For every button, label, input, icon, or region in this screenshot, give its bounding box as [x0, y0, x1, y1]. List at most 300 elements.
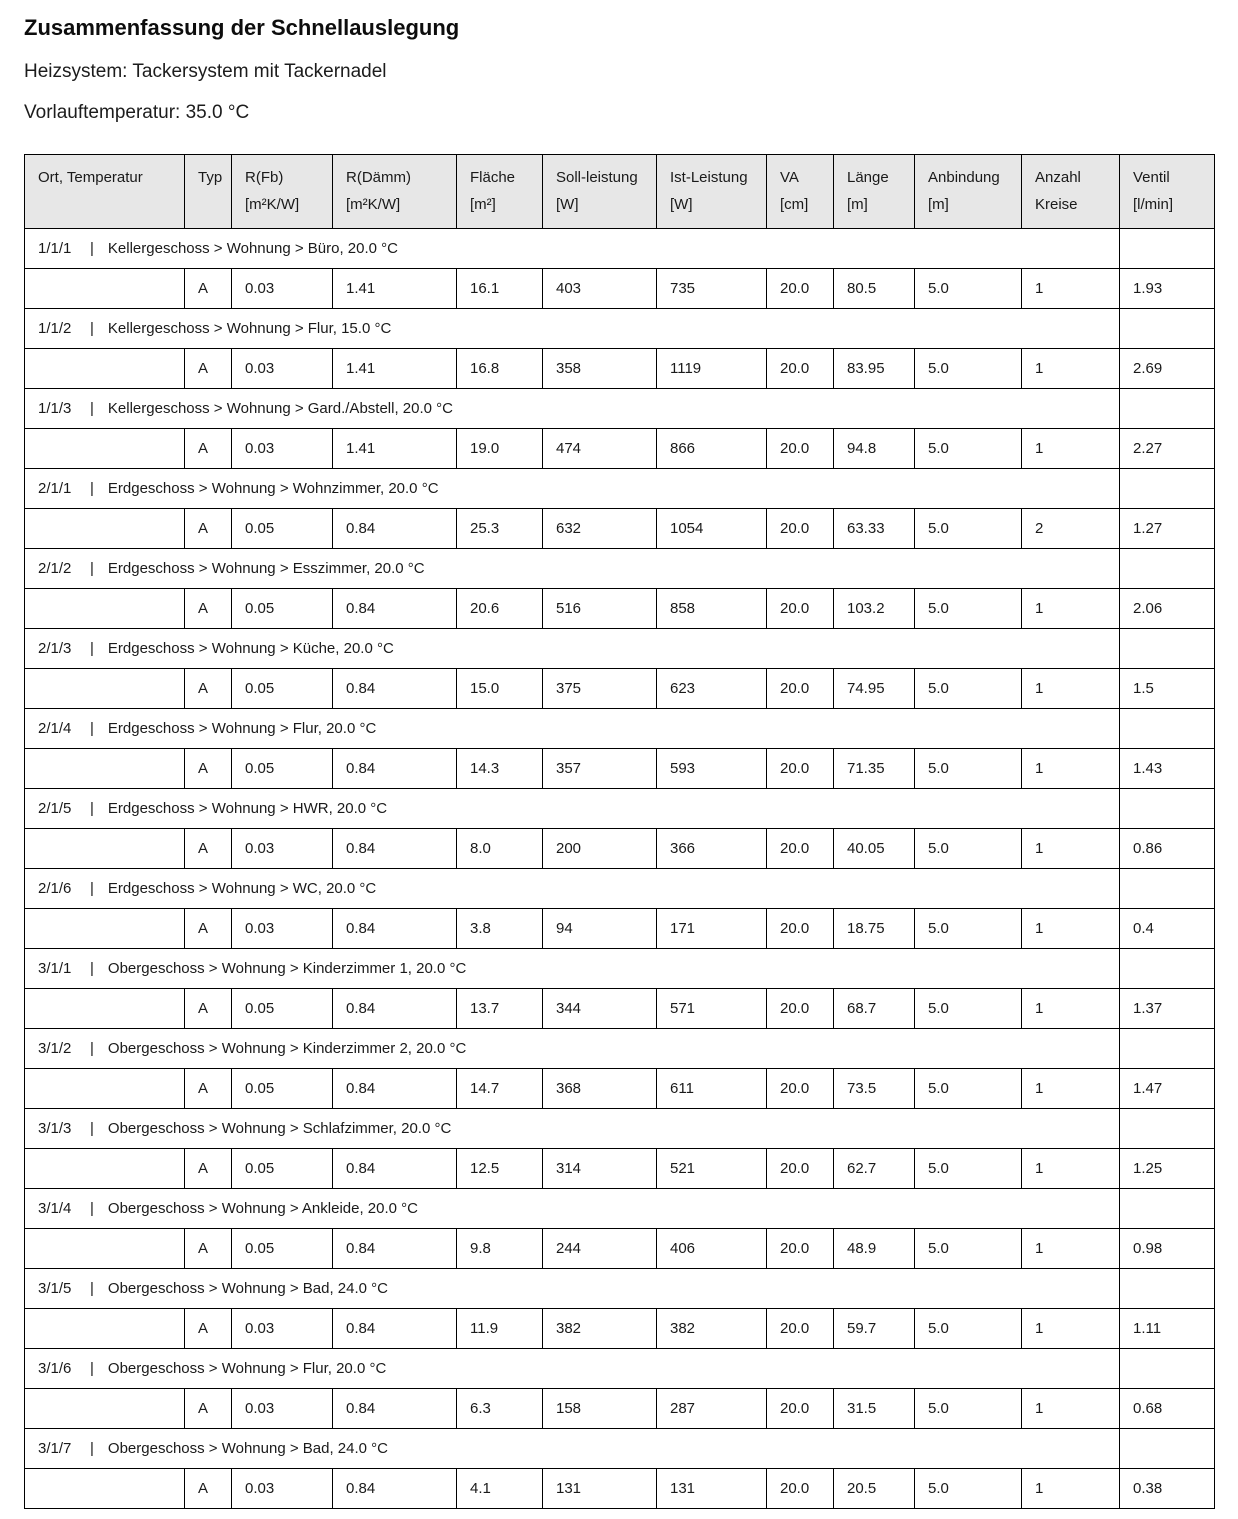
column-header: [834, 155, 915, 229]
room-location-cell: [25, 389, 1120, 429]
cell-flaeche: 11.9: [457, 1309, 543, 1349]
cell-va: 20.0: [767, 669, 834, 709]
cell-va: 20.0: [767, 1309, 834, 1349]
cell-anzahl-kreise: 1: [1022, 1389, 1120, 1429]
cell-rdaemm: 1.41: [333, 349, 457, 389]
cell-rfb: 0.05: [232, 669, 333, 709]
cell-laenge: 68.7: [834, 989, 915, 1029]
cell-ventil: 2.27: [1120, 429, 1215, 469]
cell-laenge: 31.5: [834, 1389, 915, 1429]
ventil-spacer-cell: [1120, 229, 1215, 269]
cell-ist-leistung: 521: [657, 1149, 767, 1189]
column-label: VA: [780, 169, 799, 186]
ort-spacer-cell: [25, 909, 185, 949]
room-path: Kellergeschoss > Wohnung > Büro, 20.0 °C: [107, 240, 398, 257]
room-path: Obergeschoss > Wohnung > Kinderzimmer 1, 20.0 °C: [107, 960, 467, 977]
room-id: 1/1/1: [38, 240, 72, 257]
cell-flaeche: 12.5: [457, 1149, 543, 1189]
room-header-row: [25, 1109, 1215, 1149]
cell-typ: A: [185, 589, 232, 629]
cell-ventil: 1.27: [1120, 509, 1215, 549]
cell-ventil: 1.11: [1120, 1309, 1215, 1349]
cell-typ: A: [185, 429, 232, 469]
column-header: [232, 155, 333, 229]
cell-anbindung: 5.0: [915, 269, 1022, 309]
cell-va: 20.0: [767, 989, 834, 1029]
cell-soll-leistung: 375: [543, 669, 657, 709]
room-header-row: [25, 949, 1215, 989]
cell-rdaemm: 0.84: [333, 1309, 457, 1349]
ort-spacer-cell: [25, 669, 185, 709]
separator-bar: |: [90, 720, 94, 737]
column-unit: [W]: [670, 196, 693, 213]
cell-rdaemm: 0.84: [333, 989, 457, 1029]
cell-rdaemm: 0.84: [333, 1069, 457, 1109]
room-id: 2/1/4: [38, 720, 72, 737]
cell-typ: A: [185, 829, 232, 869]
cell-va: 20.0: [767, 1069, 834, 1109]
cell-anbindung: 5.0: [915, 749, 1022, 789]
cell-ventil: 1.25: [1120, 1149, 1215, 1189]
ventil-spacer-cell: [1120, 1269, 1215, 1309]
cell-rfb: 0.05: [232, 589, 333, 629]
cell-typ: A: [185, 1389, 232, 1429]
column-header: [185, 155, 232, 229]
ort-spacer-cell: [25, 1229, 185, 1269]
room-location-cell: [25, 1269, 1120, 1309]
ventil-spacer-cell: [1120, 709, 1215, 749]
separator-bar: |: [90, 560, 94, 577]
ventil-spacer-cell: [1120, 949, 1215, 989]
ventil-spacer-cell: [1120, 1029, 1215, 1069]
room-location-cell: [25, 709, 1120, 749]
room-id: 1/1/3: [38, 400, 72, 417]
vorlauftemperatur-line: Vorlauftemperatur: 35.0 °C: [24, 102, 250, 123]
ort-spacer-cell: [25, 989, 185, 1029]
cell-anzahl-kreise: 2: [1022, 509, 1120, 549]
room-location-cell: [25, 229, 1120, 269]
room-header-row: [25, 549, 1215, 589]
cell-laenge: 94.8: [834, 429, 915, 469]
cell-anzahl-kreise: 1: [1022, 749, 1120, 789]
cell-ist-leistung: 1119: [657, 349, 767, 389]
cell-soll-leistung: 344: [543, 989, 657, 1029]
cell-anzahl-kreise: 1: [1022, 1229, 1120, 1269]
separator-bar: |: [90, 1280, 94, 1297]
cell-soll-leistung: 94: [543, 909, 657, 949]
room-data-row: [25, 1309, 1215, 1349]
cell-rdaemm: 0.84: [333, 1389, 457, 1429]
cell-soll-leistung: 403: [543, 269, 657, 309]
cell-ventil: 1.43: [1120, 749, 1215, 789]
cell-rdaemm: 0.84: [333, 749, 457, 789]
room-id: 3/1/1: [38, 960, 72, 977]
cell-ist-leistung: 593: [657, 749, 767, 789]
cell-laenge: 40.05: [834, 829, 915, 869]
cell-va: 20.0: [767, 1149, 834, 1189]
cell-laenge: 71.35: [834, 749, 915, 789]
cell-anbindung: 5.0: [915, 909, 1022, 949]
room-id: 2/1/2: [38, 560, 72, 577]
cell-rfb: 0.03: [232, 1469, 333, 1509]
cell-anzahl-kreise: 1: [1022, 589, 1120, 629]
cell-rfb: 0.05: [232, 1229, 333, 1269]
room-path: Obergeschoss > Wohnung > Flur, 20.0 °C: [107, 1360, 387, 1377]
room-data-row: [25, 509, 1215, 549]
cell-rfb: 0.05: [232, 1149, 333, 1189]
cell-ist-leistung: 623: [657, 669, 767, 709]
cell-anbindung: 5.0: [915, 1389, 1022, 1429]
ventil-spacer-cell: [1120, 789, 1215, 829]
room-data-row: [25, 1069, 1215, 1109]
room-id: 1/1/2: [38, 320, 72, 337]
cell-anzahl-kreise: 1: [1022, 669, 1120, 709]
room-id: 3/1/6: [38, 1360, 72, 1377]
column-unit: [cm]: [780, 196, 809, 213]
separator-bar: |: [90, 800, 94, 817]
cell-laenge: 59.7: [834, 1309, 915, 1349]
cell-anbindung: 5.0: [915, 589, 1022, 629]
cell-ist-leistung: 171: [657, 909, 767, 949]
cell-flaeche: 25.3: [457, 509, 543, 549]
room-location-cell: [25, 1109, 1120, 1149]
room-id: 2/1/5: [38, 800, 72, 817]
room-path: Kellergeschoss > Wohnung > Flur, 15.0 °C: [107, 320, 392, 337]
room-path: Erdgeschoss > Wohnung > HWR, 20.0 °C: [107, 800, 388, 817]
column-header: [1022, 155, 1120, 229]
room-data-row: [25, 1149, 1215, 1189]
cell-ist-leistung: 866: [657, 429, 767, 469]
cell-rdaemm: 0.84: [333, 1149, 457, 1189]
column-label: Anzahl: [1035, 169, 1081, 186]
cell-rfb: 0.03: [232, 1389, 333, 1429]
ort-spacer-cell: [25, 429, 185, 469]
separator-bar: |: [90, 1440, 94, 1457]
cell-ist-leistung: 611: [657, 1069, 767, 1109]
column-unit: [m²K/W]: [346, 196, 401, 213]
cell-laenge: 73.5: [834, 1069, 915, 1109]
cell-ist-leistung: 571: [657, 989, 767, 1029]
ort-spacer-cell: [25, 269, 185, 309]
cell-anzahl-kreise: 1: [1022, 349, 1120, 389]
room-data-row: [25, 1389, 1215, 1429]
room-id: 2/1/3: [38, 640, 72, 657]
room-header-row: [25, 1269, 1215, 1309]
cell-va: 20.0: [767, 909, 834, 949]
column-header: [1120, 155, 1215, 229]
column-unit: [m]: [847, 196, 868, 213]
column-label: Ort, Temperatur: [38, 169, 143, 186]
cell-laenge: 63.33: [834, 509, 915, 549]
cell-laenge: 48.9: [834, 1229, 915, 1269]
room-data-row: [25, 749, 1215, 789]
column-header: [767, 155, 834, 229]
cell-ist-leistung: 735: [657, 269, 767, 309]
cell-flaeche: 4.1: [457, 1469, 543, 1509]
cell-flaeche: 19.0: [457, 429, 543, 469]
ventil-spacer-cell: [1120, 549, 1215, 589]
cell-laenge: 74.95: [834, 669, 915, 709]
room-path: Obergeschoss > Wohnung > Kinderzimmer 2, 20.0 °C: [107, 1040, 467, 1057]
cell-flaeche: 16.8: [457, 349, 543, 389]
heizsystem-line: Heizsystem: Tackersystem mit Tackernadel: [24, 61, 387, 82]
cell-anzahl-kreise: 1: [1022, 909, 1120, 949]
cell-flaeche: 14.7: [457, 1069, 543, 1109]
room-id: 3/1/2: [38, 1040, 72, 1057]
cell-rdaemm: 0.84: [333, 909, 457, 949]
cell-flaeche: 3.8: [457, 909, 543, 949]
cell-laenge: 103.2: [834, 589, 915, 629]
ort-spacer-cell: [25, 1389, 185, 1429]
room-data-row: [25, 269, 1215, 309]
cell-flaeche: 15.0: [457, 669, 543, 709]
cell-rdaemm: 0.84: [333, 589, 457, 629]
cell-soll-leistung: 474: [543, 429, 657, 469]
cell-typ: A: [185, 509, 232, 549]
cell-anzahl-kreise: 1: [1022, 1069, 1120, 1109]
room-header-row: [25, 389, 1215, 429]
cell-anbindung: 5.0: [915, 989, 1022, 1029]
room-header-row: [25, 1029, 1215, 1069]
room-path: Erdgeschoss > Wohnung > Flur, 20.0 °C: [107, 720, 377, 737]
room-location-cell: [25, 869, 1120, 909]
cell-soll-leistung: 632: [543, 509, 657, 549]
cell-anzahl-kreise: 1: [1022, 429, 1120, 469]
cell-ist-leistung: 131: [657, 1469, 767, 1509]
separator-bar: |: [90, 400, 94, 417]
cell-ist-leistung: 366: [657, 829, 767, 869]
ort-spacer-cell: [25, 1469, 185, 1509]
cell-anbindung: 5.0: [915, 509, 1022, 549]
room-location-cell: [25, 549, 1120, 589]
column-label: R(Fb): [245, 169, 284, 186]
cell-soll-leistung: 131: [543, 1469, 657, 1509]
cell-rfb: 0.03: [232, 269, 333, 309]
separator-bar: |: [90, 880, 94, 897]
room-path: Obergeschoss > Wohnung > Schlafzimmer, 20.0 °C: [107, 1120, 452, 1137]
ventil-spacer-cell: [1120, 1109, 1215, 1149]
cell-va: 20.0: [767, 829, 834, 869]
separator-bar: |: [90, 320, 94, 337]
room-data-row: [25, 829, 1215, 869]
cell-ist-leistung: 382: [657, 1309, 767, 1349]
room-location-cell: [25, 1189, 1120, 1229]
cell-rdaemm: 0.84: [333, 509, 457, 549]
column-header: [333, 155, 457, 229]
cell-va: 20.0: [767, 269, 834, 309]
cell-ventil: 1.47: [1120, 1069, 1215, 1109]
separator-bar: |: [90, 640, 94, 657]
cell-anbindung: 5.0: [915, 1069, 1022, 1109]
column-header: [915, 155, 1022, 229]
cell-soll-leistung: 382: [543, 1309, 657, 1349]
ventil-spacer-cell: [1120, 469, 1215, 509]
room-data-row: [25, 349, 1215, 389]
room-header-row: [25, 309, 1215, 349]
room-path: Obergeschoss > Wohnung > Bad, 24.0 °C: [107, 1280, 388, 1297]
ventil-spacer-cell: [1120, 1429, 1215, 1469]
room-path: Erdgeschoss > Wohnung > Küche, 20.0 °C: [107, 640, 394, 657]
cell-rfb: 0.05: [232, 1069, 333, 1109]
cell-flaeche: 16.1: [457, 269, 543, 309]
cell-anzahl-kreise: 1: [1022, 1309, 1120, 1349]
column-header: [25, 155, 185, 229]
cell-laenge: 62.7: [834, 1149, 915, 1189]
column-label: Länge: [847, 169, 889, 186]
cell-va: 20.0: [767, 1389, 834, 1429]
column-label: Soll-leistung: [556, 169, 638, 186]
room-id: 3/1/7: [38, 1440, 72, 1457]
cell-flaeche: 8.0: [457, 829, 543, 869]
room-path: Obergeschoss > Wohnung > Bad, 24.0 °C: [107, 1440, 388, 1457]
ort-spacer-cell: [25, 1149, 185, 1189]
cell-rfb: 0.03: [232, 829, 333, 869]
ventil-spacer-cell: [1120, 1189, 1215, 1229]
design-summary-table: [24, 154, 1215, 1509]
cell-soll-leistung: 516: [543, 589, 657, 629]
room-id: 3/1/5: [38, 1280, 72, 1297]
cell-flaeche: 6.3: [457, 1389, 543, 1429]
cell-ventil: 0.4: [1120, 909, 1215, 949]
cell-anbindung: 5.0: [915, 429, 1022, 469]
cell-anzahl-kreise: 1: [1022, 269, 1120, 309]
cell-rfb: 0.05: [232, 509, 333, 549]
cell-soll-leistung: 358: [543, 349, 657, 389]
cell-laenge: 20.5: [834, 1469, 915, 1509]
room-location-cell: [25, 949, 1120, 989]
room-header-row: [25, 869, 1215, 909]
cell-ventil: 0.68: [1120, 1389, 1215, 1429]
cell-typ: A: [185, 749, 232, 789]
column-unit: [l/min]: [1133, 196, 1174, 213]
ventil-spacer-cell: [1120, 389, 1215, 429]
column-label: Ventil: [1133, 169, 1170, 186]
room-data-row: [25, 1469, 1215, 1509]
cell-va: 20.0: [767, 749, 834, 789]
room-location-cell: [25, 789, 1120, 829]
column-unit: [m]: [928, 196, 949, 213]
cell-typ: A: [185, 1309, 232, 1349]
room-data-row: [25, 589, 1215, 629]
room-id: 2/1/6: [38, 880, 72, 897]
room-path: Erdgeschoss > Wohnung > Esszimmer, 20.0 °C: [107, 560, 425, 577]
room-header-row: [25, 709, 1215, 749]
separator-bar: |: [90, 240, 94, 257]
ventil-spacer-cell: [1120, 1349, 1215, 1389]
column-unit: [W]: [556, 196, 579, 213]
cell-ventil: 0.38: [1120, 1469, 1215, 1509]
ort-spacer-cell: [25, 509, 185, 549]
cell-ventil: 0.86: [1120, 829, 1215, 869]
column-label: Ist-Leistung: [670, 169, 748, 186]
cell-flaeche: 9.8: [457, 1229, 543, 1269]
room-data-row: [25, 989, 1215, 1029]
cell-ventil: 1.37: [1120, 989, 1215, 1029]
cell-ist-leistung: 406: [657, 1229, 767, 1269]
cell-ventil: 1.5: [1120, 669, 1215, 709]
cell-flaeche: 14.3: [457, 749, 543, 789]
room-header-row: [25, 1349, 1215, 1389]
ort-spacer-cell: [25, 349, 185, 389]
column-header: [543, 155, 657, 229]
room-header-row: [25, 229, 1215, 269]
separator-bar: |: [90, 1200, 94, 1217]
cell-anbindung: 5.0: [915, 1149, 1022, 1189]
room-path: Obergeschoss > Wohnung > Ankleide, 20.0 °C: [107, 1200, 418, 1217]
room-data-row: [25, 669, 1215, 709]
column-label: Anbindung: [928, 169, 1000, 186]
cell-rfb: 0.03: [232, 909, 333, 949]
cell-soll-leistung: 368: [543, 1069, 657, 1109]
ort-spacer-cell: [25, 589, 185, 629]
cell-anbindung: 5.0: [915, 1469, 1022, 1509]
room-data-row: [25, 429, 1215, 469]
cell-rfb: 0.05: [232, 989, 333, 1029]
cell-typ: A: [185, 269, 232, 309]
separator-bar: |: [90, 1360, 94, 1377]
cell-rdaemm: 0.84: [333, 829, 457, 869]
cell-typ: A: [185, 909, 232, 949]
cell-anzahl-kreise: 1: [1022, 1149, 1120, 1189]
column-unit: [m²K/W]: [245, 196, 300, 213]
cell-ist-leistung: 858: [657, 589, 767, 629]
room-header-row: [25, 1429, 1215, 1469]
cell-flaeche: 20.6: [457, 589, 543, 629]
cell-soll-leistung: 200: [543, 829, 657, 869]
cell-anbindung: 5.0: [915, 349, 1022, 389]
cell-anzahl-kreise: 1: [1022, 989, 1120, 1029]
cell-anzahl-kreise: 1: [1022, 829, 1120, 869]
cell-anzahl-kreise: 1: [1022, 1469, 1120, 1509]
cell-rfb: 0.03: [232, 349, 333, 389]
ort-spacer-cell: [25, 829, 185, 869]
cell-soll-leistung: 314: [543, 1149, 657, 1189]
cell-typ: A: [185, 1149, 232, 1189]
cell-soll-leistung: 158: [543, 1389, 657, 1429]
ventil-spacer-cell: [1120, 869, 1215, 909]
room-id: 3/1/4: [38, 1200, 72, 1217]
column-label: Typ: [198, 169, 223, 186]
cell-rfb: 0.03: [232, 1309, 333, 1349]
cell-anbindung: 5.0: [915, 669, 1022, 709]
cell-typ: A: [185, 1469, 232, 1509]
cell-ist-leistung: 1054: [657, 509, 767, 549]
separator-bar: |: [90, 1120, 94, 1137]
separator-bar: |: [90, 480, 94, 497]
room-id: 2/1/1: [38, 480, 72, 497]
room-data-row: [25, 1229, 1215, 1269]
room-location-cell: [25, 1029, 1120, 1069]
cell-rdaemm: 0.84: [333, 669, 457, 709]
table-header-row: [25, 155, 1215, 229]
cell-rfb: 0.03: [232, 429, 333, 469]
ventil-spacer-cell: [1120, 629, 1215, 669]
cell-flaeche: 13.7: [457, 989, 543, 1029]
cell-ist-leistung: 287: [657, 1389, 767, 1429]
cell-va: 20.0: [767, 589, 834, 629]
room-header-row: [25, 1189, 1215, 1229]
room-location-cell: [25, 1429, 1120, 1469]
cell-laenge: 80.5: [834, 269, 915, 309]
cell-typ: A: [185, 349, 232, 389]
cell-va: 20.0: [767, 1229, 834, 1269]
cell-laenge: 18.75: [834, 909, 915, 949]
cell-rdaemm: 0.84: [333, 1229, 457, 1269]
column-label: Fläche: [470, 169, 516, 186]
room-location-cell: [25, 469, 1120, 509]
cell-laenge: 83.95: [834, 349, 915, 389]
cell-typ: A: [185, 1229, 232, 1269]
